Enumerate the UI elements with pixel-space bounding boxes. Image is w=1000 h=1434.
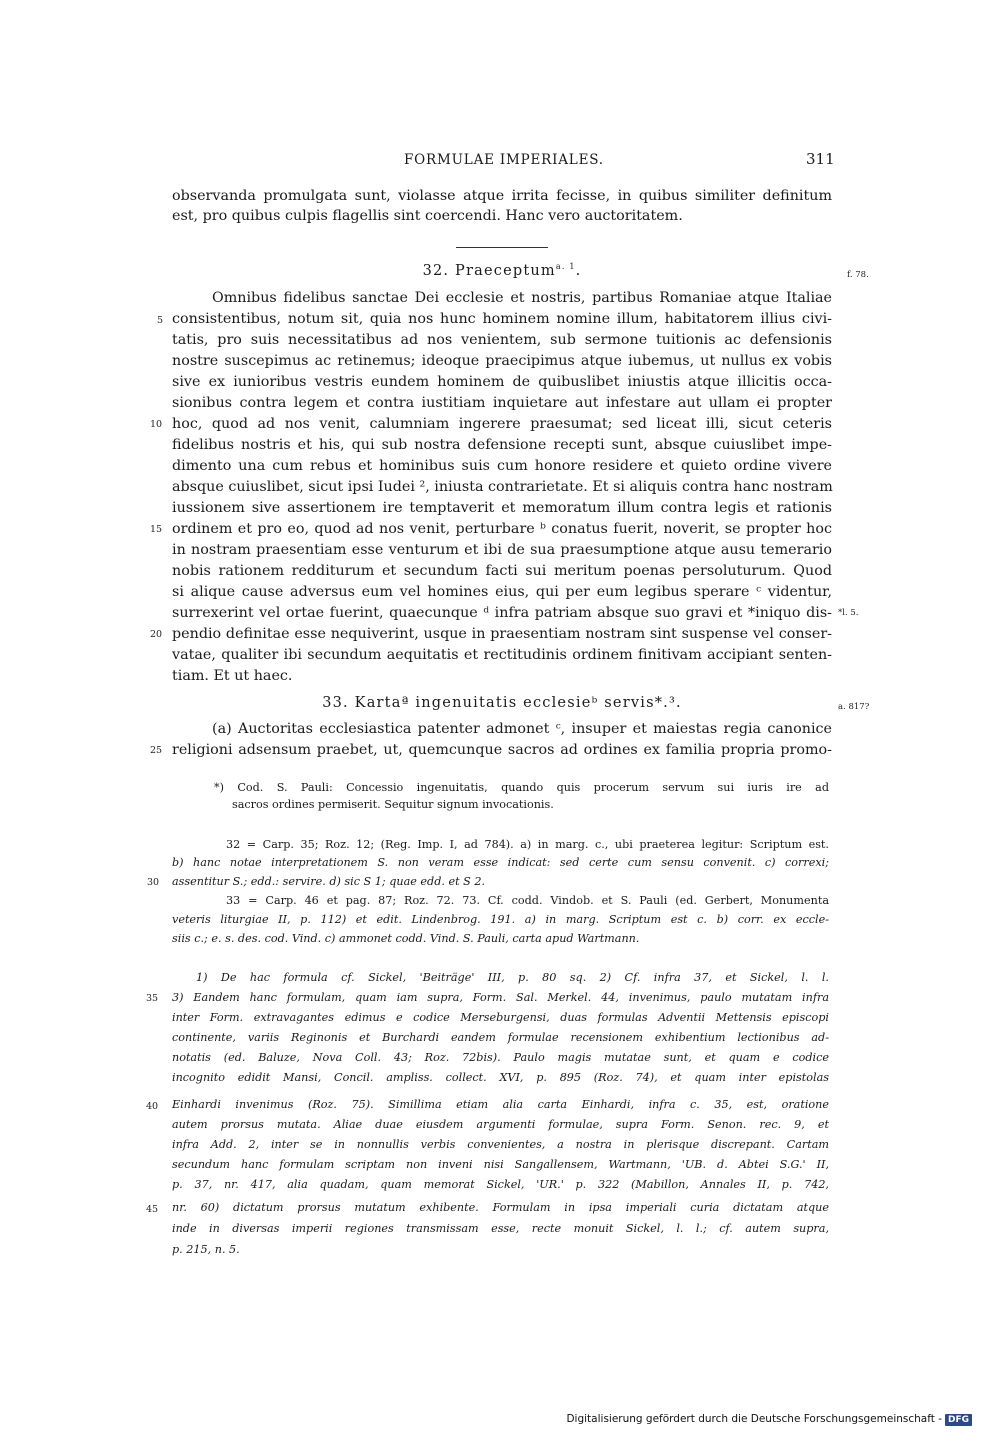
critical-note-line: b) hanc notae interpretationem S. non veram esse indicat: sed certe cum sensu convenit. c) correxi; (172, 856, 829, 869)
critical-note-line: 33 = Carp. 46 et pag. 87; Roz. 72. 73. Cf. codd. Vindob. et S. Pauli (ed. Gerbert, Monumenta (226, 894, 829, 907)
line-number: 35 (146, 993, 159, 1004)
section-32-heading: 32. Praeceptum$^{a. 1}$. (422, 262, 582, 279)
text-line: in nostram praesentiam esse venturum et ibi de sua praesumptione atque ausu temerario (172, 542, 832, 558)
line-number: 15 (150, 524, 163, 535)
text-line: vatae, qualiter ibi secundum aequitatis et rectitudinis ordinem finitivam accipiant senten- (172, 647, 832, 663)
critical-note-line: siis c.; e. s. des. cod. Vind. c) ammonet codd. Vind. S. Pauli, carta apud Wartmann. (172, 932, 640, 945)
line-number: 10 (150, 419, 163, 430)
commentary-line: autem prorsus mutata. Aliae duae eiusdem argumenti formulae, supra Form. Senon. rec. 9, et (172, 1118, 829, 1131)
text-line: nostre suscepimus ac retinemus; ideoque praecipimus atque iubemus, ut nullus ex vobis (172, 353, 832, 369)
critical-note-line: veteris liturgiae II, p. 112) et edit. Lindenbrog. 191. a) in marg. Scriptum est c. b) corr. ex eccle- (172, 913, 829, 926)
commentary-line: inter Form. extravagantes edimus e codice Merseburgensi, duas formulas Adventii Mettensis episcopi (172, 1011, 829, 1024)
margin-date-ref: a. 817? (838, 702, 870, 712)
text-line: absque cuiuslibet, sicut ipsi Iudei ², iniusta contrarietate. Et si aliquis contra hanc nostram (172, 479, 833, 495)
text-line: iussionem sive assertionem ire temptaverit et memoratum illum contra legis et rationis (172, 500, 832, 516)
line-number: 30 (147, 877, 160, 888)
commentary-line: 3) Eandem hanc formulam, quam iam supra, Form. Sal. Merkel. 44, invenimus, paulo mutatam infra (172, 991, 829, 1004)
critical-note-line: 32 = Carp. 35; Roz. 12; (Reg. Imp. I, ad 784). a) in marg. c., ubi praeterea legitur: Scriptum est. (226, 838, 829, 851)
line-number: 20 (150, 629, 163, 640)
text-line: tatis, pro suis necessitatibus ad nos venientem, sub sermone tuitionis ac defensionis (172, 332, 832, 348)
commentary-line: p. 37, nr. 417, alia quadam, quam memorat Sickel, 'UR.' p. 322 (Mabillon, Annales II, p. 742, (172, 1178, 829, 1191)
margin-folio-ref: f. 78. (847, 270, 869, 280)
commentary-line: p. 215, n. 5. (172, 1243, 240, 1256)
line-number: 45 (146, 1204, 159, 1215)
section-32-title: 32. Praeceptum (422, 262, 556, 279)
commentary-line: incognito edidit Mansi, Concil. ampliss. collect. XVI, p. 895 (Roz. 74), et quam inter epistolas (172, 1071, 829, 1084)
text-line: est, pro quibus culpis flagellis sint coercendi. Hanc vero auctoritatem. (172, 208, 683, 224)
line-number: 5 (157, 315, 164, 326)
text-line: hoc, quod ad nos venit, calumniam ingerere praesumat; sed liceat illi, sicut ceteris (172, 416, 832, 432)
text-line: consistentibus, notum sit, quia nos hunc hominem nomine illum, habitatorem illius civi- (172, 311, 832, 327)
commentary-line: notatis (ed. Baluze, Nova Coll. 43; Roz. 72bis). Paulo magis mutatae sunt, et quam e codice (172, 1051, 829, 1064)
critical-note-line: assentitur S.; edd.: servire. d) sic S 1; quae edd. et S 2. (172, 875, 486, 888)
star-note-line: *) Cod. S. Pauli: Concessio ingenuitatis, quando quis procerum servum sui iuris ire ad (214, 781, 829, 794)
running-title: FORMULAE IMPERIALES. (404, 152, 604, 168)
text-line: tiam. Et ut haec. (172, 668, 293, 684)
credit-text: Digitalisierung gefördert durch die Deutsche Forschungsgemeinschaft - (566, 1413, 942, 1425)
text-line: Omnibus fidelibus sanctae Dei ecclesie et nostris, partibus Romaniae atque Italiae (212, 290, 832, 306)
text-line: fidelibus nostris et his, qui sub nostra defensione recepti sunt, absque cuiuslibet impe- (172, 437, 832, 453)
commentary-line: 1) De hac formula cf. Sickel, 'Beiträge' III, p. 80 sq. 2) Cf. infra 37, et Sickel, l. l. (196, 971, 829, 984)
text-line: ordinem et pro eo, quod ad nos venit, perturbare ᵇ conatus fuerit, noverit, se propter hoc (172, 521, 832, 537)
commentary-line: inde in diversas imperii regiones transmissam esse, recte monuit Sickel, l. l.; cf. autem supra, (172, 1222, 829, 1235)
commentary-line: infra Add. 2, inter se in nonnullis verbis convenientes, a nostra in plerisque discrepant. Cartam (172, 1138, 829, 1151)
commentary-line: Einhardi invenimus (Roz. 75). Simillima etiam alia carta Einhardi, infra c. 35, est, oratione (172, 1098, 829, 1111)
text-line: si alique cause adversus eum vel homines eius, qui per eum legibus sperare ᶜ videntur, (172, 584, 832, 600)
line-number: 25 (150, 745, 163, 756)
commentary-line: continente, variis Reginonis et Burchardi eandem formulae recensionem exhibentium lectionibus ad- (172, 1031, 829, 1044)
page-number: 311 (806, 150, 835, 168)
text-line: sionibus contra legem et contra iustitiam inquietare aut infestare aut ullam ei propter (172, 395, 832, 411)
text-line: religioni adsensum praebet, ut, quemcunque sacros ad ordines ex familia propria promo- (172, 742, 832, 758)
dfg-logo: DFG (945, 1414, 972, 1426)
line-number: 40 (146, 1101, 159, 1112)
star-note-line: sacros ordines permiserit. Sequitur signum invocationis. (232, 798, 554, 811)
section-separator (456, 247, 548, 248)
section-33-heading: 33. Kartaª ingenuitatis ecclesieᵇ servis*.³. (322, 695, 682, 711)
text-line: (a) Auctoritas ecclesiastica patenter admonet ᶜ, insuper et maiestas regia canonice (212, 721, 832, 737)
text-line: nobis rationem redditurum et secundum facti sui meritum poenas persoluturum. Quod (172, 563, 832, 579)
commentary-line: nr. 60) dictatum prorsus mutatum exhibente. Formulam in ipsa imperiali curia dictatam atque (172, 1201, 829, 1214)
section-32-sup: a. 1 (555, 262, 576, 271)
text-line: dimento una cum rebus et hominibus suis cum honore residere et quieto ordine vivere (172, 458, 832, 474)
margin-folio-ref: *l. 5. (838, 608, 859, 618)
text-line: observanda promulgata sunt, violasse atque irrita fecisse, in quibus similiter definitum (172, 188, 832, 204)
digitization-credit (566, 1413, 972, 1426)
text-line: surrexerint vel ortae fuerint, quaecunque ᵈ infra patriam absque suo gravi et *iniquo dis- (172, 605, 832, 621)
commentary-line: secundum hanc formulam scriptam non inveni nisi Sangallensem, Wartmann, 'UB. d. Abtei S.G.' II, (172, 1158, 829, 1171)
text-line: sive ex iunioribus vestris eundem hominem de quibuslibet iniustis atque illicitis occa- (172, 374, 832, 390)
text-line: pendio definitae esse nequiverint, usque in praesentiam nostram sint suspense vel conser- (172, 626, 832, 642)
